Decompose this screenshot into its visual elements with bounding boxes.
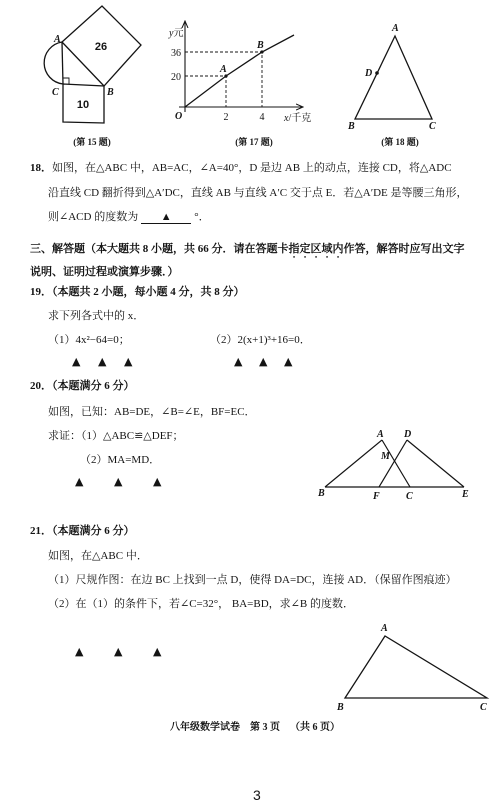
q20-answer-mark: ▲ (153, 475, 162, 488)
q19-part-2-answer-mark: ▲ (259, 355, 268, 368)
q21-part-2: （2）在（1）的条件下，若∠C=32°， BA=BD，求∠B 的度数． (48, 598, 354, 610)
q18-degree-unit: °． (194, 211, 210, 223)
fig20-label-d: D (404, 429, 412, 440)
section-3-heading-line-2: 说明、证明过程或演算步骤．） (30, 266, 179, 278)
fig17-origin-label: O (175, 111, 183, 122)
right-angle-mark (63, 78, 69, 84)
figure-q20 (317, 429, 469, 502)
page-number: 3 (253, 787, 261, 803)
q20-answer-mark: ▲ (75, 475, 84, 488)
q19-instruction: 求下列各式中的 x． (48, 310, 145, 322)
fig18-label-a: A (392, 23, 399, 34)
fig21-label-c: C (480, 702, 487, 713)
q19-part-2-answer-mark: ▲ (234, 355, 243, 368)
fig17-y-tick-20: 20 (171, 72, 181, 83)
fig17-y-axis-unit: 元 (173, 28, 184, 39)
fig20-label-a: A (377, 429, 384, 440)
fig20-label-e: E (462, 489, 469, 500)
fig21-label-a: A (381, 623, 388, 634)
fig15-label-b: B (107, 87, 114, 98)
q21-part-1: （1）尺规作图：在边 BC 上找到一点 D，使得 DA=DC，连接 AD．（保留作图痕迹） (48, 574, 457, 586)
page-footer (170, 721, 350, 735)
q19-part-1-answer-mark: ▲ (124, 355, 133, 368)
leg-ac (62, 42, 63, 84)
section-3-heading-emphasis: 指定区域内 (288, 243, 344, 255)
q19-header: 19．（本题共 2 小题，每小题 4 分，共 8 分） (30, 286, 245, 298)
q20-header: 20．（本题满分 6 分） (30, 380, 135, 392)
fig20-label-c: C (406, 491, 413, 502)
figure-15 (44, 6, 141, 147)
section-3-heading-b: 作答，解答时应写出文字 (343, 243, 465, 255)
fig15-area-large-square: 26 (94, 41, 108, 53)
q21-header: 21．（本题满分 6 分） (30, 525, 135, 537)
footer-total-pages: （共 6 页） (290, 722, 340, 733)
fig20-label-b: B (318, 488, 325, 499)
point-d-dot (375, 71, 379, 75)
q19-part-1-answer-mark: ▲ (98, 355, 107, 368)
section-3-heading-line-1 (30, 242, 465, 261)
footer-exam-title: 八年级数学试卷 (170, 722, 240, 733)
q18-line-3 (48, 210, 210, 224)
fig18-label-b: B (348, 121, 355, 132)
fig17-y-axis-var: y (169, 28, 174, 39)
segment-ab (325, 440, 382, 487)
fig17-y-axis-label (168, 27, 183, 39)
q21-answer-mark: ▲ (153, 645, 162, 658)
q19-part-2: （2）2(x+1)³+16=0． (210, 334, 311, 346)
fig20-label-m: M (381, 451, 390, 462)
price-line (185, 35, 294, 107)
fig17-point-a-label: A (220, 64, 227, 75)
fig20-label-f: F (373, 491, 380, 502)
figure-17 (168, 21, 311, 147)
q18-number: 18． (30, 162, 52, 174)
figure-q21 (336, 623, 487, 713)
segment-de (407, 440, 464, 487)
q20-given: 如图，已知：AB=DE，∠B=∠E，BF=EC． (48, 406, 256, 418)
fig18-label-d: D (365, 68, 373, 79)
q21-answer-mark: ▲ (75, 645, 84, 658)
fig17-y-tick-36: 36 (171, 48, 181, 59)
q19-part-1-answer-mark: ▲ (72, 355, 81, 368)
q18-stem-line-1: 如图，在△ABC 中，AB=AC，∠A=40°，D 是边 AB 上的动点，连接 CD，将△ADC (52, 162, 452, 174)
fig17-x-axis-unit: /千克 (288, 113, 312, 124)
q18-question-text: 则∠ACD 的度数为 (48, 211, 139, 223)
q19-part-2-answer-mark: ▲ (284, 355, 293, 368)
fig17-caption: (第 17 题) (235, 137, 273, 147)
segment-df (379, 440, 407, 487)
figure-18 (347, 23, 436, 147)
triangle-abc (345, 636, 487, 698)
fig17-point-b-label: B (257, 40, 264, 51)
fig17-x-axis-label (283, 111, 311, 124)
fig17-x-axis-var: x (284, 113, 289, 124)
semicircle-on-ac (44, 42, 63, 84)
fig21-label-b: B (337, 702, 344, 713)
q21-answer-mark: ▲ (114, 645, 123, 658)
q18-answer-blank: ▲ (141, 211, 191, 224)
fig15-label-c: C (52, 87, 59, 98)
fig17-x-tick-2: 2 (223, 112, 229, 123)
footer-page: 第 3 页 (250, 722, 280, 733)
q21-intro: 如图，在△ABC 中． (48, 550, 148, 562)
q19-part-1: （1）4x²−64=0； (48, 334, 130, 346)
fig18-label-c: C (429, 121, 436, 132)
fig18-caption: (第 18 题) (381, 137, 419, 147)
q18-line-1 (30, 161, 452, 175)
fig15-caption: (第 15 题) (73, 137, 111, 147)
segment-ac (382, 440, 410, 487)
fig17-x-tick-4: 4 (259, 112, 265, 123)
q20-prove-1: 求证：（1）△ABC≌△DEF； (48, 430, 184, 442)
q20-prove-2: （2）MA=MD． (80, 454, 161, 466)
fig15-area-small-square: 10 (76, 99, 90, 111)
fig15-label-a: A (54, 34, 61, 45)
q20-answer-mark: ▲ (114, 475, 123, 488)
q18-line-2: 沿直线 CD 翻折得到△A′DC，直线 AB 与直线 A′C 交于点 E．若△A′DE 是等腰三角形， (48, 187, 468, 199)
section-3-heading-a: 三、解答题（本大题共 8 小题，共 66 分．请在答题卡 (30, 243, 289, 255)
